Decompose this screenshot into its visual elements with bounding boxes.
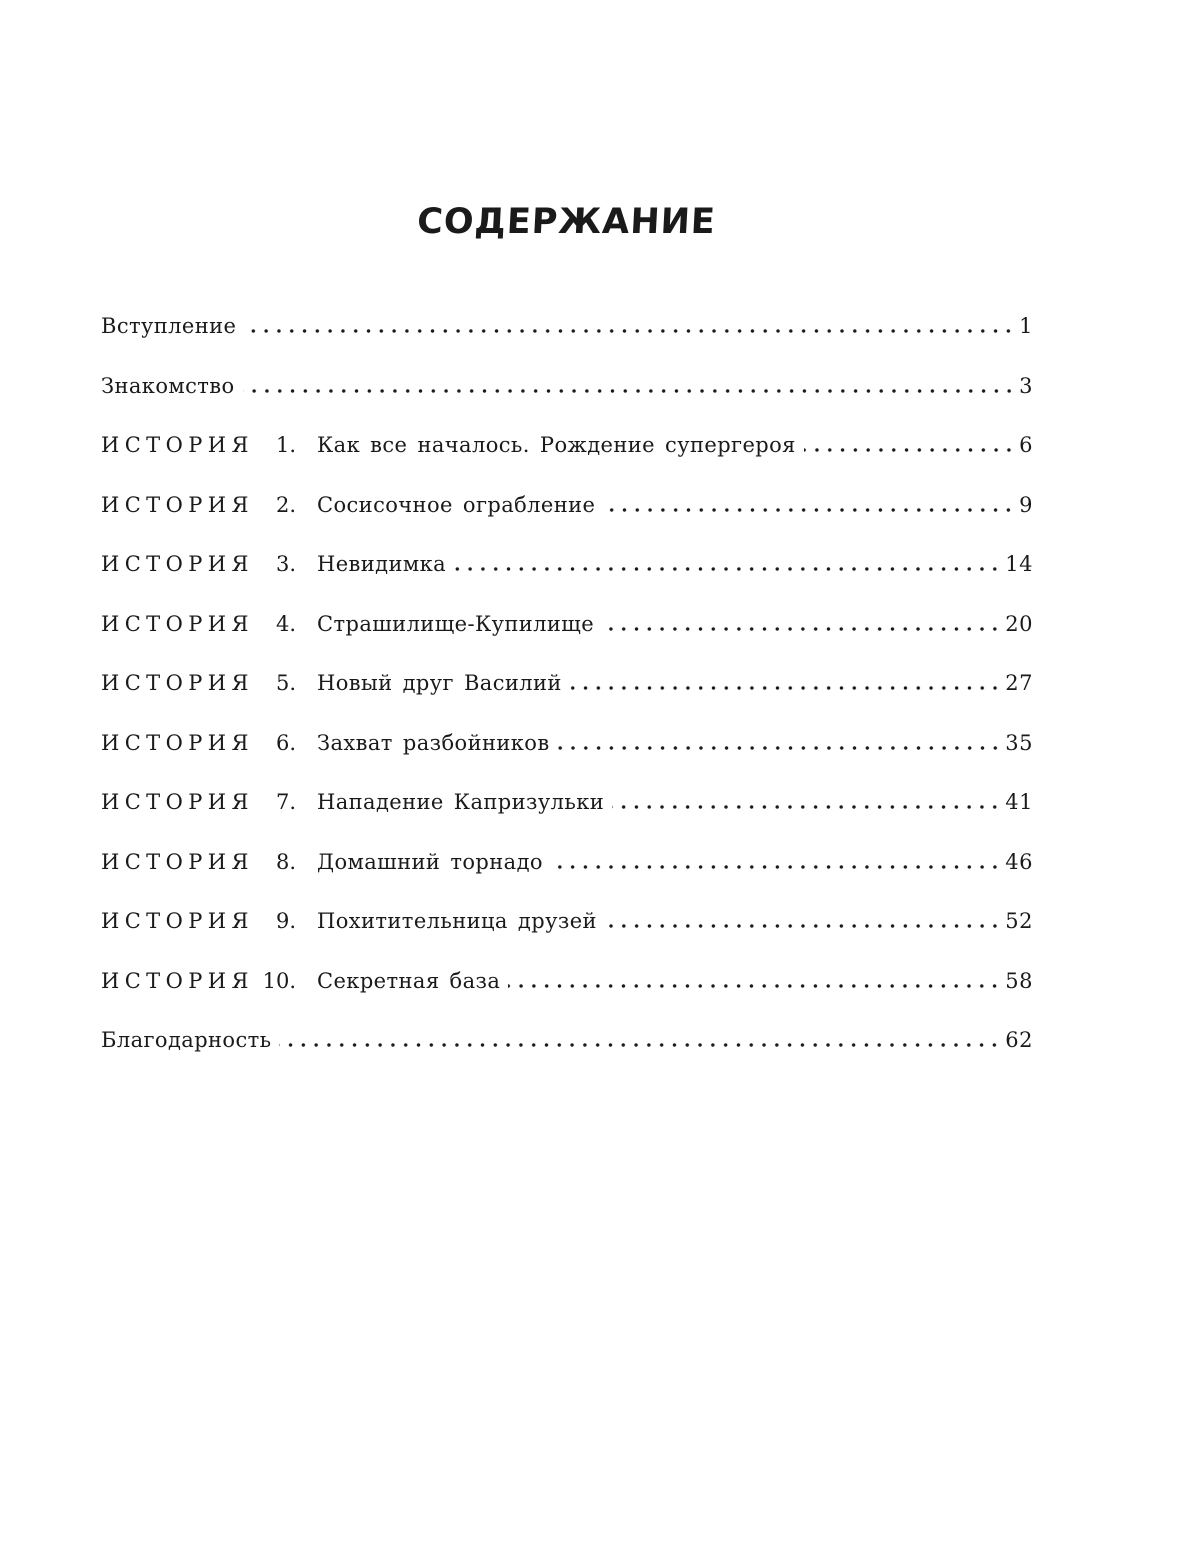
story-label (101, 901, 317, 941)
dot-leader (551, 850, 1001, 870)
page-number: 20 (1005, 611, 1033, 636)
story-label (101, 961, 317, 1001)
dot-leader (602, 612, 1001, 632)
dot-leader (508, 969, 1001, 989)
page-number: 3 (1019, 373, 1033, 398)
toc-entry (101, 842, 1033, 902)
dot-leader (570, 671, 1001, 691)
toc-list (101, 306, 1033, 1080)
story-label (101, 723, 317, 763)
toc-entry (101, 1020, 1033, 1080)
story-number: 5. (275, 671, 296, 695)
story-number: 2. (275, 492, 296, 517)
toc-entry (101, 723, 1033, 783)
page-number: 1 (1019, 314, 1033, 338)
page-number: 27 (1005, 671, 1033, 695)
entry-title: Благодарность (101, 1028, 272, 1052)
story-label (101, 663, 317, 703)
dot-leader (279, 1028, 1001, 1048)
entry-title: Захват разбойников (317, 730, 550, 755)
dot-leader (244, 314, 1015, 334)
story-word: ИСТОРИЯ (101, 730, 254, 755)
toc-entry (101, 425, 1033, 485)
story-number: 10. (262, 968, 296, 993)
entry-title: Знакомство (101, 373, 235, 398)
toc-entry (101, 901, 1033, 961)
page-number: 58 (1005, 968, 1033, 993)
story-word: ИСТОРИЯ (101, 552, 254, 576)
dot-leader (243, 374, 1016, 394)
story-label (101, 842, 317, 882)
story-word: ИСТОРИЯ (101, 790, 254, 814)
entry-title: Домашний торнадо (317, 849, 543, 874)
story-label (101, 782, 317, 822)
story-word: ИСТОРИЯ (101, 433, 254, 457)
story-label (101, 544, 317, 584)
dot-leader (612, 790, 1001, 810)
page-number: 52 (1005, 909, 1033, 933)
toc-entry (101, 604, 1033, 664)
story-label (101, 425, 317, 465)
entry-title: Невидимка (317, 552, 447, 576)
dot-leader (603, 493, 1015, 513)
toc-entry (101, 485, 1033, 545)
story-number: 6. (275, 730, 296, 755)
story-label (101, 485, 317, 525)
entry-title: Как все началось. Рождение супергероя (317, 433, 796, 457)
story-number: 3. (275, 552, 296, 576)
story-word: ИСТОРИЯ (101, 492, 254, 517)
page-number: 9 (1019, 492, 1033, 517)
dot-leader (454, 552, 1001, 572)
story-label (101, 604, 317, 644)
dot-leader (605, 909, 1001, 929)
page-number: 62 (1005, 1028, 1033, 1052)
toc-entry (101, 663, 1033, 723)
toc-entry (101, 366, 1033, 426)
entry-title: Сосисочное ограбление (317, 492, 596, 517)
story-number: 8. (275, 849, 296, 874)
page-number: 46 (1005, 849, 1033, 874)
page-number: 41 (1005, 790, 1033, 814)
entry-title: Секретная база (317, 968, 501, 993)
dot-leader (804, 433, 1015, 453)
story-word: ИСТОРИЯ (101, 909, 254, 933)
story-word: ИСТОРИЯ (101, 611, 254, 636)
story-word: ИСТОРИЯ (101, 968, 254, 993)
story-word: ИСТОРИЯ (101, 671, 254, 695)
page-number: 14 (1005, 552, 1033, 576)
entry-title: Страшилище-Купилище (317, 611, 595, 636)
story-number: 9. (275, 909, 296, 933)
entry-title: Вступление (101, 314, 237, 338)
entry-title: Новый друг Василий (317, 671, 562, 695)
entry-title: Нападение Капризульки (317, 790, 605, 814)
toc-entry (101, 782, 1033, 842)
page-number: 6 (1019, 433, 1033, 457)
story-number: 7. (275, 790, 296, 814)
story-number: 1. (275, 433, 296, 457)
story-number: 4. (275, 611, 296, 636)
dot-leader (558, 731, 1002, 751)
entry-title: Похитительница друзей (317, 909, 597, 933)
toc-entry (101, 306, 1033, 366)
story-word: ИСТОРИЯ (101, 849, 254, 874)
toc-entry (101, 544, 1033, 604)
page-title: СОДЕРЖАНИЕ (416, 202, 717, 242)
toc-entry (101, 961, 1033, 1021)
page-number: 35 (1005, 730, 1033, 755)
